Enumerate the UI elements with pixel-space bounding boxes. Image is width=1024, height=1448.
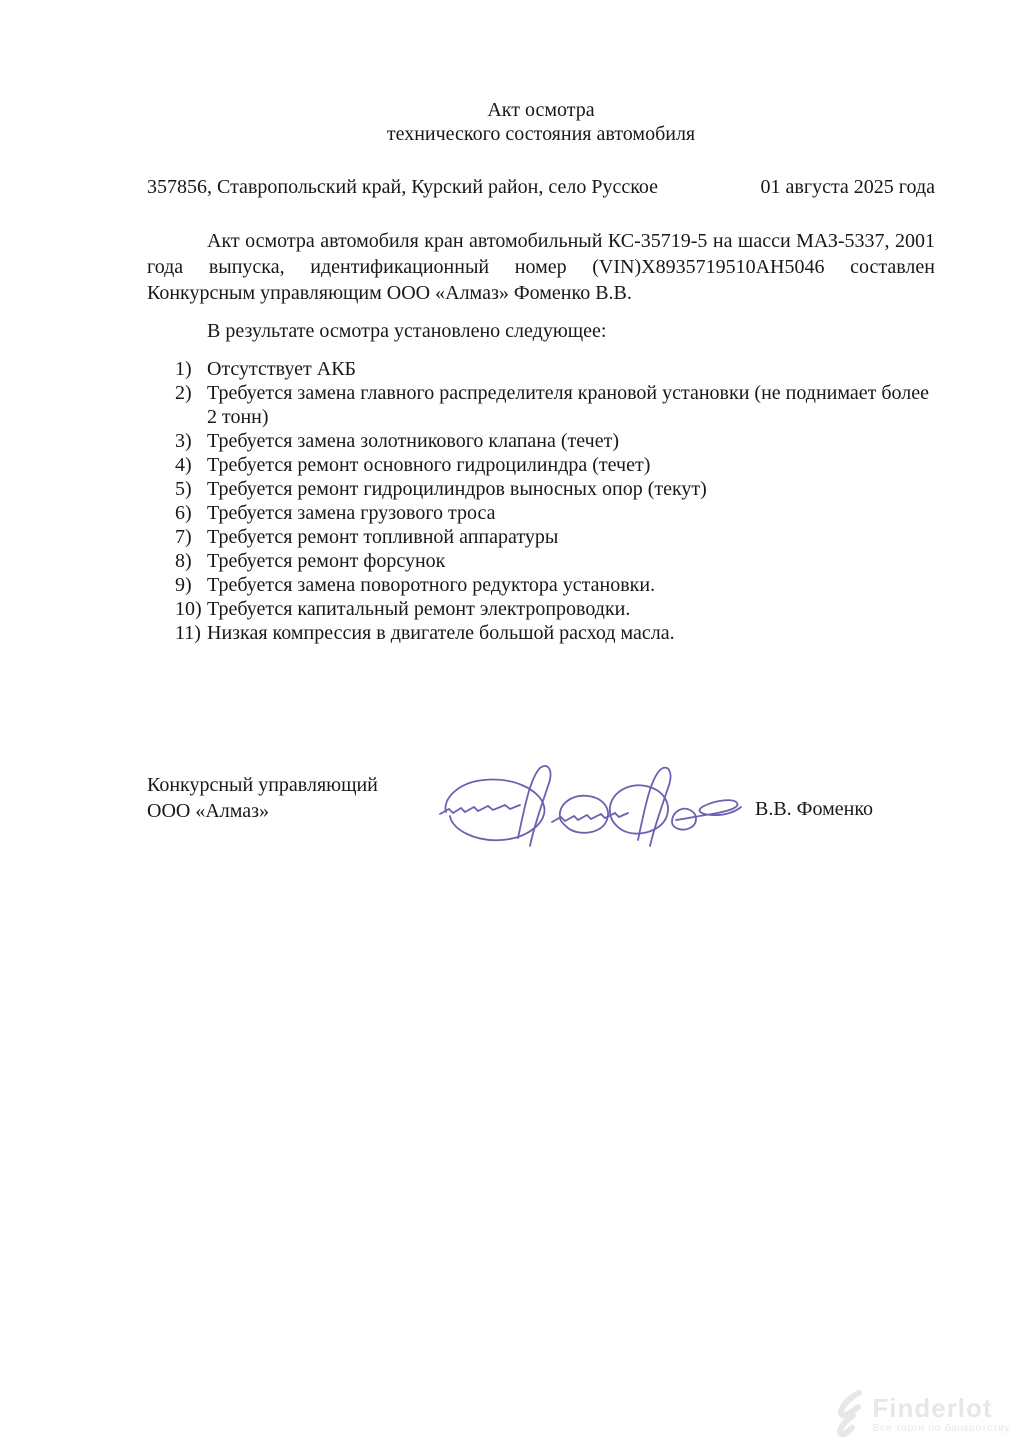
finding-text: Требуется замена главного распределителя крановой установки (не поднимает более 2 тонн) xyxy=(207,382,930,428)
finding-number: 1) xyxy=(175,358,192,380)
finderlot-logo-icon xyxy=(830,1388,864,1440)
handwritten-signature xyxy=(432,760,744,852)
finding-text: Требуется замена грузового троса xyxy=(207,502,496,524)
finding-number: 8) xyxy=(175,550,192,572)
findings-list xyxy=(147,357,935,645)
finding-number: 9) xyxy=(175,574,192,596)
watermark-brand: Finderlot xyxy=(872,1392,993,1423)
finding-text: Требуется ремонт форсунок xyxy=(207,550,446,572)
finding-item xyxy=(175,429,935,453)
signatory-role-line-1: Конкурсный управляющий xyxy=(147,774,378,796)
finding-text: Требуется ремонт основного гидроцилиндра (течет) xyxy=(207,454,651,476)
meta-row xyxy=(147,176,935,199)
finding-text: Низкая компрессия в двигателе большой расход масла. xyxy=(207,622,675,644)
body-paragraph: Акт осмотра автомобиля кран автомобильный КС-35719-5 на шасси МАЗ-5337, 2001 года выпуска, идентификационный номер (VIN)X8935719510AH5046 составлен Конкурсным управляющим ООО «Алмаз» Фоменко В.В. xyxy=(147,230,935,304)
signatory-role xyxy=(147,772,378,824)
title-line-1: Акт осмотра xyxy=(487,99,595,121)
finding-number: 6) xyxy=(175,502,192,524)
finding-text: Требуется ремонт гидроцилиндров выносных опор (текут) xyxy=(207,478,707,500)
finding-item xyxy=(175,381,935,429)
finding-item xyxy=(175,477,935,501)
document-title xyxy=(147,98,935,146)
finding-text: Требуется ремонт топливной аппаратуры xyxy=(207,526,559,548)
finding-number: 5) xyxy=(175,478,192,500)
finding-item xyxy=(175,501,935,525)
finding-number: 3) xyxy=(175,430,192,452)
signatory-name: В.В. Фоменко xyxy=(755,798,874,820)
finderlot-watermark xyxy=(830,1388,1010,1440)
finding-number: 4) xyxy=(175,454,192,476)
finding-item xyxy=(175,549,935,573)
finding-item xyxy=(175,357,935,381)
finding-text: Требуется замена золотникового клапана (течет) xyxy=(207,430,619,452)
signatory-role-line-2: ООО «Алмаз» xyxy=(147,800,270,822)
finding-number: 10) xyxy=(175,598,202,620)
title-line-2: технического состояния автомобиля xyxy=(386,123,696,145)
signature-block xyxy=(147,766,935,876)
finding-text: Отсутствует АКБ xyxy=(207,358,357,380)
finding-item xyxy=(175,525,935,549)
finding-number: 2) xyxy=(175,382,192,404)
finding-item xyxy=(175,621,935,645)
watermark-text xyxy=(872,1392,1010,1434)
watermark-tagline: Все торги по банкротству xyxy=(872,1421,1010,1434)
finding-number: 11) xyxy=(175,622,201,644)
finding-item xyxy=(175,453,935,477)
finding-text: Требуется капитальный ремонт электропроводки. xyxy=(207,598,631,620)
document-address: 357856, Ставропольский край, Курский район, село Русское xyxy=(147,176,659,198)
finding-item xyxy=(175,597,935,621)
finding-number: 7) xyxy=(175,526,192,548)
findings-intro: В результате осмотра установлено следующее: xyxy=(207,320,607,342)
finding-text: Требуется замена поворотного редуктора установки. xyxy=(207,574,656,596)
document-date: 01 августа 2025 года xyxy=(760,176,935,198)
finding-item xyxy=(175,573,935,597)
